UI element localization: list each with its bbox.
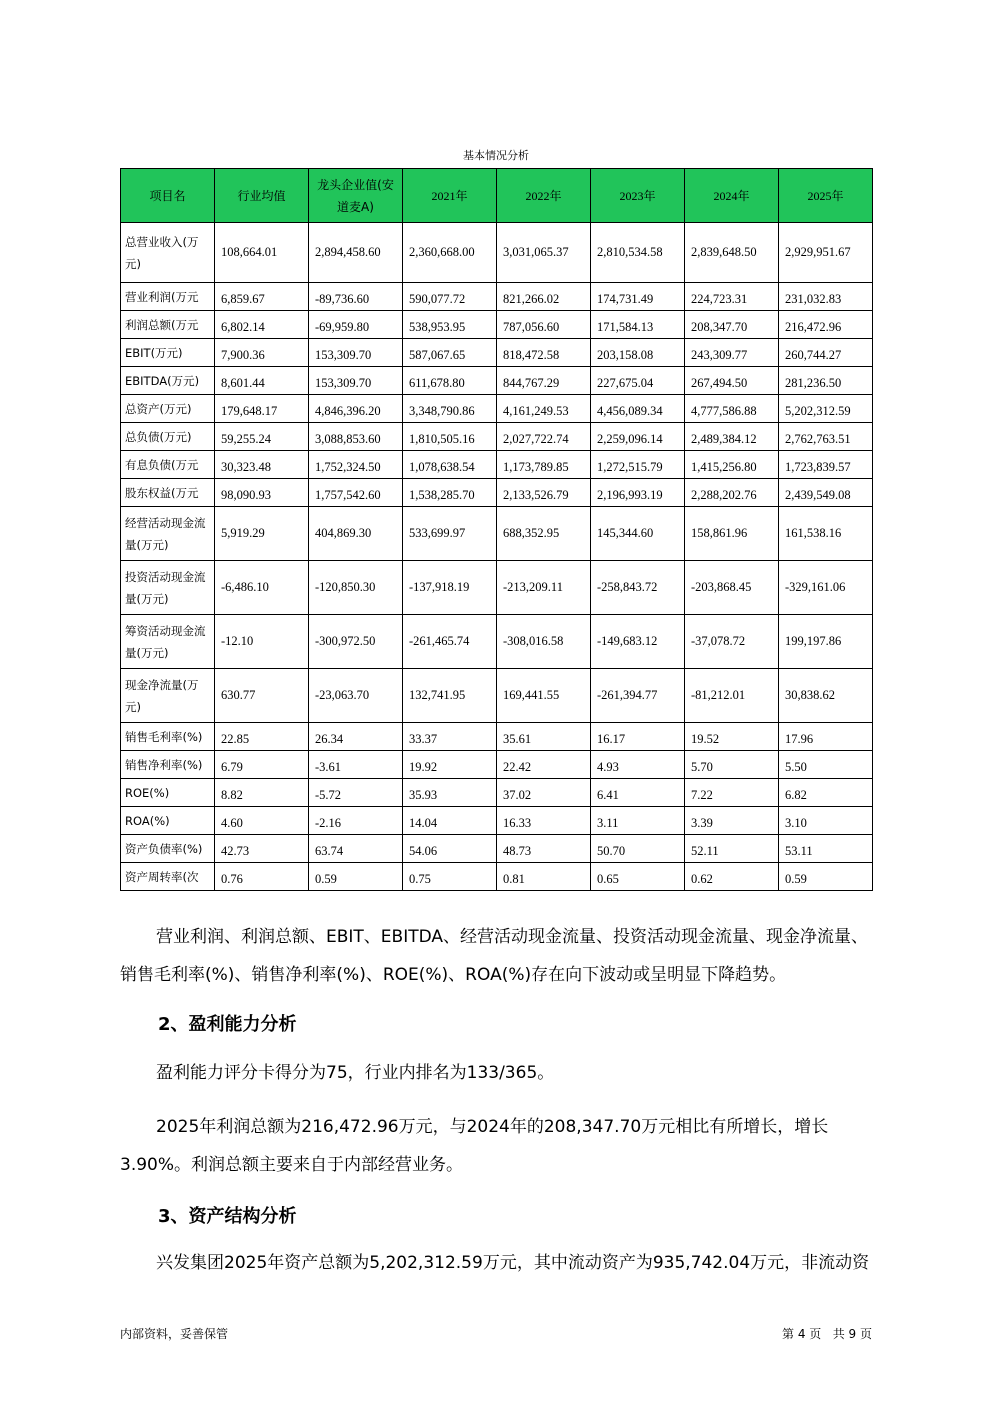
table-cell: -69,959.80 — [309, 311, 403, 339]
table-cell: 844,767.29 — [497, 367, 591, 395]
header-year-2021: 2021年 — [403, 169, 497, 223]
financial-summary-table — [120, 168, 873, 891]
table-cell: -213,209.11 — [497, 561, 591, 615]
table-cell: -5.72 — [309, 779, 403, 807]
table-cell: 1,757,542.60 — [309, 479, 403, 507]
table-cell: 7.22 — [685, 779, 779, 807]
table-cell: 2,360,668.00 — [403, 223, 497, 283]
table-cell: 818,472.58 — [497, 339, 591, 367]
row-label: 投资活动现金流量(万元) — [121, 561, 215, 615]
table-row — [121, 423, 873, 451]
table-cell: 5.70 — [685, 751, 779, 779]
table-cell: 2,288,202.76 — [685, 479, 779, 507]
table-row — [121, 561, 873, 615]
table-cell: 587,067.65 — [403, 339, 497, 367]
table-cell: 108,664.01 — [215, 223, 309, 283]
table-cell: 22.42 — [497, 751, 591, 779]
table-cell: 2,027,722.74 — [497, 423, 591, 451]
header-year-2022: 2022年 — [497, 169, 591, 223]
table-cell: 243,309.77 — [685, 339, 779, 367]
table-cell: 171,584.13 — [591, 311, 685, 339]
header-leader-value: 龙头企业值(安道麦A) — [309, 169, 403, 223]
row-label: ROE(%) — [121, 779, 215, 807]
table-cell: 17.96 — [779, 723, 873, 751]
table-row — [121, 311, 873, 339]
row-label: 利润总额(万元 — [121, 311, 215, 339]
table-cell: -137,918.19 — [403, 561, 497, 615]
table-cell: 3.11 — [591, 807, 685, 835]
table-cell: 19.92 — [403, 751, 497, 779]
table-cell: 5,202,312.59 — [779, 395, 873, 423]
table-cell: 7,900.36 — [215, 339, 309, 367]
table-cell: 53.11 — [779, 835, 873, 863]
table-cell: 0.65 — [591, 863, 685, 891]
table-cell: -258,843.72 — [591, 561, 685, 615]
profitability-score-paragraph: 盈利能力评分卡得分为75，行业内排名为133/365。 — [156, 1063, 555, 1083]
table-cell: 6,802.14 — [215, 311, 309, 339]
table-cell: 227,675.04 — [591, 367, 685, 395]
table-cell: 821,266.02 — [497, 283, 591, 311]
table-cell: 22.85 — [215, 723, 309, 751]
table-cell: 19.52 — [685, 723, 779, 751]
table-cell: 0.59 — [309, 863, 403, 891]
table-cell: 5.50 — [779, 751, 873, 779]
table-cell: -149,683.12 — [591, 615, 685, 669]
table-cell: 787,056.60 — [497, 311, 591, 339]
table-cell: 533,699.97 — [403, 507, 497, 561]
row-label: 筹资活动现金流量(万元) — [121, 615, 215, 669]
row-label: 销售毛利率(%) — [121, 723, 215, 751]
row-label: 销售净利率(%) — [121, 751, 215, 779]
table-row — [121, 479, 873, 507]
table-cell: -12.10 — [215, 615, 309, 669]
table-row — [121, 283, 873, 311]
table-cell: 59,255.24 — [215, 423, 309, 451]
footer-page-number: 第 4 页 共 9 页 — [782, 1327, 872, 1341]
table-cell: 2,489,384.12 — [685, 423, 779, 451]
table-cell: 63.74 — [309, 835, 403, 863]
table-cell: 54.06 — [403, 835, 497, 863]
table-cell: 224,723.31 — [685, 283, 779, 311]
table-cell: 4.93 — [591, 751, 685, 779]
header-year-2024: 2024年 — [685, 169, 779, 223]
table-cell: 4,846,396.20 — [309, 395, 403, 423]
row-label: 营业利润(万元 — [121, 283, 215, 311]
table-cell: -3.61 — [309, 751, 403, 779]
table-body — [121, 223, 873, 891]
table-cell: -203,868.45 — [685, 561, 779, 615]
table-cell: 590,077.72 — [403, 283, 497, 311]
row-label: 现金净流量(万元) — [121, 669, 215, 723]
table-cell: 2,810,534.58 — [591, 223, 685, 283]
row-label: 资产负债率(%) — [121, 835, 215, 863]
table-cell: 0.75 — [403, 863, 497, 891]
table-cell: -37,078.72 — [685, 615, 779, 669]
table-cell: 3,088,853.60 — [309, 423, 403, 451]
table-row — [121, 835, 873, 863]
table-row — [121, 779, 873, 807]
table-row — [121, 395, 873, 423]
table-cell: 33.37 — [403, 723, 497, 751]
table-cell: 14.04 — [403, 807, 497, 835]
table-cell: 3,031,065.37 — [497, 223, 591, 283]
header-year-2023: 2023年 — [591, 169, 685, 223]
trend-summary-paragraph: 营业利润、利润总额、EBIT、EBITDA、经营活动现金流量、投资活动现金流量、现金净流量、销售毛利率(%)、销售净利率(%)、ROE(%)、ROA(%)存在向下波动或呈明显下降趋势。 — [120, 927, 869, 985]
row-label: 资产周转率(次 — [121, 863, 215, 891]
table-row — [121, 615, 873, 669]
table-cell: 216,472.96 — [779, 311, 873, 339]
table-cell: 8,601.44 — [215, 367, 309, 395]
table-cell: 16.33 — [497, 807, 591, 835]
row-label: ROA(%) — [121, 807, 215, 835]
asset-structure-paragraph: 兴发集团2025年资产总额为5,202,312.59万元，其中流动资产为935,742.04万元，非流动资 — [156, 1253, 870, 1273]
table-cell: 1,272,515.79 — [591, 451, 685, 479]
table-cell: 538,953.95 — [403, 311, 497, 339]
table-cell: -308,016.58 — [497, 615, 591, 669]
table-cell: 8.82 — [215, 779, 309, 807]
table-row — [121, 367, 873, 395]
table-cell: -300,972.50 — [309, 615, 403, 669]
table-row — [121, 807, 873, 835]
table-cell: 153,309.70 — [309, 339, 403, 367]
table-cell: 4,456,089.34 — [591, 395, 685, 423]
table-cell: 0.76 — [215, 863, 309, 891]
table-cell: 3,348,790.86 — [403, 395, 497, 423]
table-cell: 1,078,638.54 — [403, 451, 497, 479]
table-cell: 2,196,993.19 — [591, 479, 685, 507]
table-cell: 2,133,526.79 — [497, 479, 591, 507]
table-cell: 3.39 — [685, 807, 779, 835]
header-item-name: 项目名 — [121, 169, 215, 223]
table-cell: 4,777,586.88 — [685, 395, 779, 423]
table-caption: 基本情况分析 — [463, 149, 529, 162]
table-cell: 6,859.67 — [215, 283, 309, 311]
table-cell: 145,344.60 — [591, 507, 685, 561]
section-heading-asset-structure: 3、资产结构分析 — [158, 1206, 297, 1227]
table-cell: 179,648.17 — [215, 395, 309, 423]
table-cell: 203,158.08 — [591, 339, 685, 367]
table-cell: 630.77 — [215, 669, 309, 723]
table-row — [121, 863, 873, 891]
table-cell: 26.34 — [309, 723, 403, 751]
table-row — [121, 669, 873, 723]
table-cell: 1,810,505.16 — [403, 423, 497, 451]
table-cell: 4,161,249.53 — [497, 395, 591, 423]
table-row — [121, 339, 873, 367]
table-cell: -2.16 — [309, 807, 403, 835]
table-cell: 1,415,256.80 — [685, 451, 779, 479]
row-label: 股东权益(万元 — [121, 479, 215, 507]
table-cell: 6.82 — [779, 779, 873, 807]
section-heading-profitability: 2、盈利能力分析 — [158, 1014, 297, 1035]
table-cell: -261,394.77 — [591, 669, 685, 723]
header-industry-average: 行业均值 — [215, 169, 309, 223]
header-year-2025: 2025年 — [779, 169, 873, 223]
table-cell: 2,929,951.67 — [779, 223, 873, 283]
table-row — [121, 451, 873, 479]
table-cell: -81,212.01 — [685, 669, 779, 723]
table-cell: 267,494.50 — [685, 367, 779, 395]
table-cell: 48.73 — [497, 835, 591, 863]
table-cell: 2,439,549.08 — [779, 479, 873, 507]
table-cell: 161,538.16 — [779, 507, 873, 561]
table-cell: 2,762,763.51 — [779, 423, 873, 451]
table-row — [121, 507, 873, 561]
table-cell: 1,538,285.70 — [403, 479, 497, 507]
table-cell: 50.70 — [591, 835, 685, 863]
table-row — [121, 223, 873, 283]
table-header-row — [121, 169, 873, 223]
total-profit-paragraph: 2025年利润总额为216,472.96万元，与2024年的208,347.70万元相比有所增长，增长3.90%。利润总额主要来自于内部经营业务。 — [120, 1117, 829, 1175]
table-cell: -6,486.10 — [215, 561, 309, 615]
table-cell: -120,850.30 — [309, 561, 403, 615]
table-cell: 199,197.86 — [779, 615, 873, 669]
table-cell: 208,347.70 — [685, 311, 779, 339]
table-cell: 611,678.80 — [403, 367, 497, 395]
table-cell: 52.11 — [685, 835, 779, 863]
table-cell: 260,744.27 — [779, 339, 873, 367]
table-row — [121, 751, 873, 779]
table-cell: 0.62 — [685, 863, 779, 891]
row-label: EBITDA(万元) — [121, 367, 215, 395]
table-cell: 98,090.93 — [215, 479, 309, 507]
table-cell: -23,063.70 — [309, 669, 403, 723]
table-cell: 2,839,648.50 — [685, 223, 779, 283]
table-cell: 1,723,839.57 — [779, 451, 873, 479]
row-label: 有息负债(万元 — [121, 451, 215, 479]
row-label: 总负债(万元) — [121, 423, 215, 451]
table-cell: 1,173,789.85 — [497, 451, 591, 479]
table-row — [121, 723, 873, 751]
table-cell: 281,236.50 — [779, 367, 873, 395]
table-cell: 153,309.70 — [309, 367, 403, 395]
table-cell: 6.41 — [591, 779, 685, 807]
table-cell: 0.59 — [779, 863, 873, 891]
table-cell: 37.02 — [497, 779, 591, 807]
table-cell: 35.93 — [403, 779, 497, 807]
table-cell: -261,465.74 — [403, 615, 497, 669]
table-cell: -329,161.06 — [779, 561, 873, 615]
table-cell: 174,731.49 — [591, 283, 685, 311]
table-cell: 1,752,324.50 — [309, 451, 403, 479]
table-cell: -89,736.60 — [309, 283, 403, 311]
row-label: 总资产(万元) — [121, 395, 215, 423]
table-cell: 231,032.83 — [779, 283, 873, 311]
table-cell: 169,441.55 — [497, 669, 591, 723]
table-cell: 4.60 — [215, 807, 309, 835]
table-cell: 16.17 — [591, 723, 685, 751]
table-cell: 404,869.30 — [309, 507, 403, 561]
table-cell: 132,741.95 — [403, 669, 497, 723]
table-cell: 30,323.48 — [215, 451, 309, 479]
table-cell: 42.73 — [215, 835, 309, 863]
table-cell: 6.79 — [215, 751, 309, 779]
table-cell: 3.10 — [779, 807, 873, 835]
table-cell: 35.61 — [497, 723, 591, 751]
table-cell: 30,838.62 — [779, 669, 873, 723]
footer-confidential-note: 内部资料，妥善保管 — [120, 1327, 229, 1341]
table-cell: 2,259,096.14 — [591, 423, 685, 451]
table-cell: 0.81 — [497, 863, 591, 891]
table-cell: 2,894,458.60 — [309, 223, 403, 283]
table-cell: 5,919.29 — [215, 507, 309, 561]
row-label: 总营业收入(万元) — [121, 223, 215, 283]
table-cell: 688,352.95 — [497, 507, 591, 561]
table-cell: 158,861.96 — [685, 507, 779, 561]
row-label: EBIT(万元) — [121, 339, 215, 367]
row-label: 经营活动现金流量(万元) — [121, 507, 215, 561]
